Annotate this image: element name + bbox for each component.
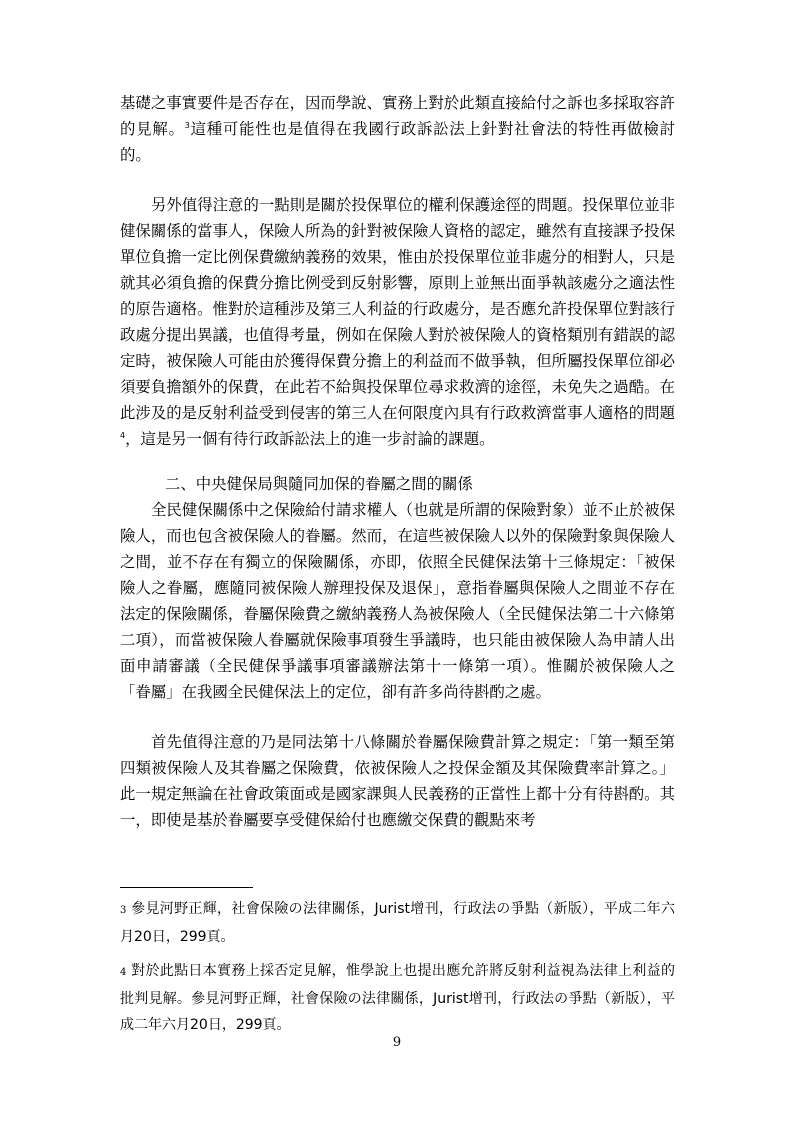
footnote-4-mark: 4	[120, 967, 127, 978]
paragraph-1	[120, 90, 675, 168]
footnote-ref-3[interactable]: 3	[184, 120, 190, 130]
paragraph-2-text-a: 另外值得注意的一點則是關於投保單位的權利保護途徑的問題。投保單位並非健保關係的當事人，保險人所為的針對被保險人資格的認定，雖然有直接課予投保單位負擔一定比例保費繳納義務的效果，惟由於投保單位並非處分的相對人，只是就其必須負擔的保費分擔比例受到反射影響，原則上並無出面爭執該處分之適法性的原告適格。惟對於這種涉及第三人利益的行政處分，是否應允許投保單位對該行政處分提出異議，也值得考量，例如在保險人對於被保險人的資格類別有錯誤的認定時，被保險人可能由於獲得保費分擔上的利益而不做爭執，但所屬投保單位卻必須要負擔額外的保費，在此若不給與投保單位尋求救濟的途徑，未免失之過酷。在此涉及的是反射利益受到侵害的第三人在何限度內具有行政救濟當事人適格的問題	[120, 196, 675, 422]
paragraph-4: 首先值得注意的乃是同法第十八條關於眷屬保險費計算之規定：「第一類至第四類被保險人及其眷屬之保險費，依被保險人之投保金額及其保險費率計算之。」此一規定無論在社會政策面或是國家課與人民義務的正當性上都十分有待斟酌。其一，即使是基於眷屬要享受健保給付也應繳交保費的觀點來考	[120, 733, 675, 829]
section-heading: 二、中央健保局與隨同加保的眷屬之間的關係	[165, 475, 473, 493]
footnote-3-text: 參見河野正輝，社會保險の法律關係，Jurist增刊，行政法の爭點（新版），平成二年六月20日，299頁。	[120, 901, 676, 945]
paragraph-2	[120, 192, 675, 452]
footnotes	[120, 887, 675, 1038]
footnote-ref-4[interactable]: 4	[120, 430, 126, 440]
footnote-4-text: 對於此點日本實務上採否定見解，惟學說上也提出應允許將反射利益視為法律上利益的批判見解。參見河野正輝，社會保險の法律關係，Jurist增刊，行政法の爭點（新版），平成二年六月20日，299頁。	[120, 963, 676, 1033]
paragraph-1-text-b: 這種可能性也是值得在我國行政訴訟法上針對社會法的特性再做檢討的。	[120, 120, 675, 164]
document-body	[120, 90, 675, 833]
page-number: 9	[392, 1035, 402, 1050]
footnote-3	[120, 896, 675, 950]
footnote-divider	[120, 887, 253, 888]
paragraph-2-text-b: ，這是另一個有待行政訴訟法上的進一步討論的課題。	[125, 430, 495, 448]
footnote-3-mark: 3	[120, 905, 127, 916]
footnote-4	[120, 958, 675, 1038]
paragraph-1-text-a: 基礎之事實要件是否存在，因而學說、實務上對於此類直接給付之訴也多採取容許的見解。	[120, 94, 675, 138]
paragraph-3: 全民健保關係中之保險給付請求權人（也就是所謂的保險對象）並不止於被保險人，而也包含被保險人的眷屬。然而，在這些被保險人以外的保險對象與保險人之間，並不存在有獨立的保險關係，亦即，依照全民健保法第十三條規定：「被保險人之眷屬，應隨同被保險人辦理投保及退保」，意指眷屬與保險人之間並不存在法定的保險關係，眷屬保險費之繳納義務人為被保險人（全民健保法第二十六條第二項），而當被保險人眷屬就保險事項發生爭議時，也只能由被保險人為申請人出面申請審議（全民健保爭議事項審議辦法第十一條第一項）。惟關於被保險人之「眷屬」在我國全民健保法上的定位，卻有許多尚待斟酌之處。	[120, 501, 675, 701]
